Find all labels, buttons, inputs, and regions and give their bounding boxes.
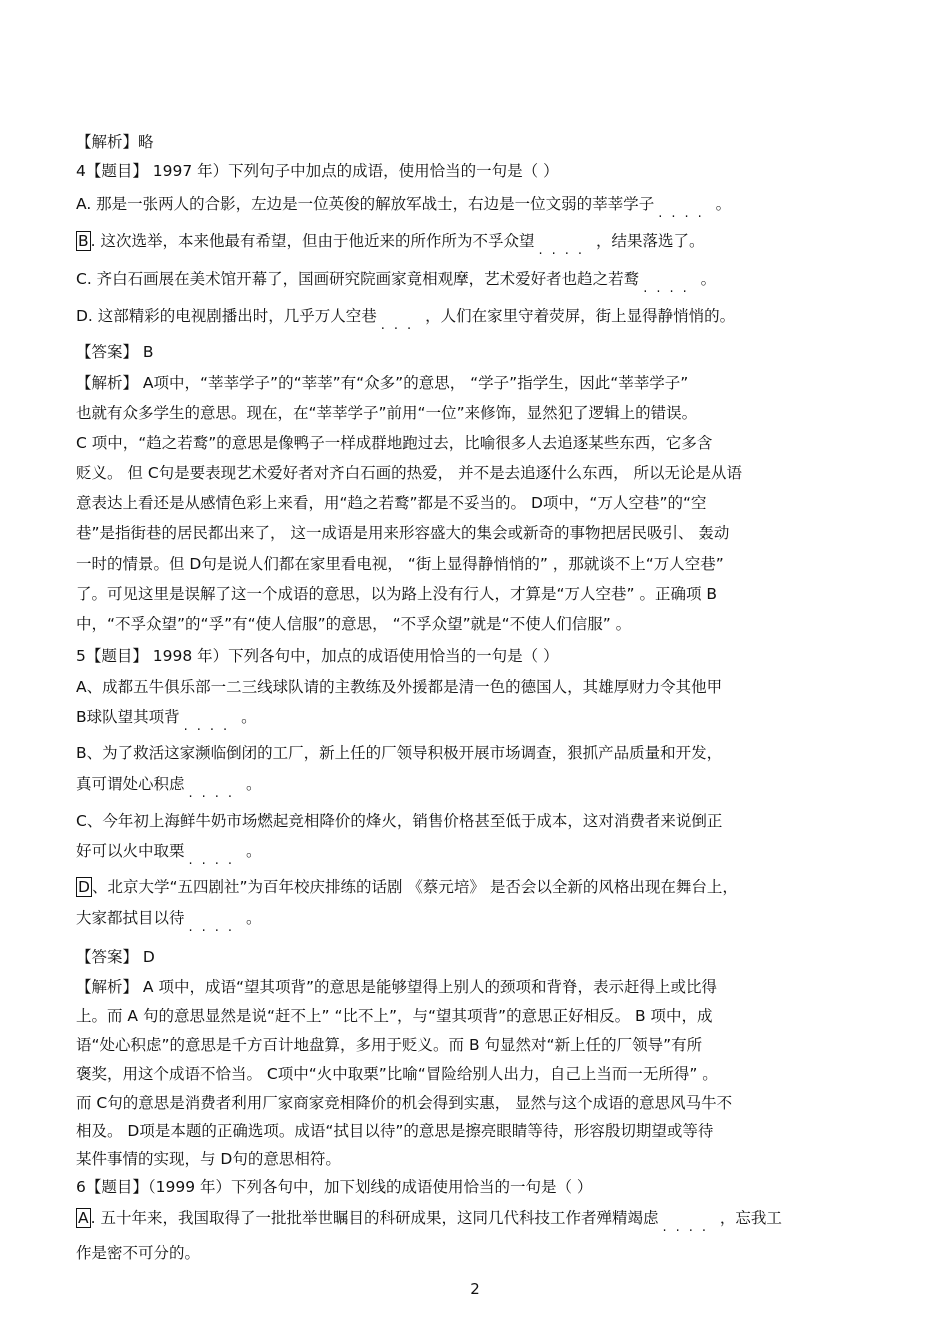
line-tail: 。	[710, 195, 732, 213]
text-line	[76, 742, 722, 764]
line-text: 作是密不可分的。	[76, 1244, 201, 1262]
line-text: 某件事情的实现，与 D句的意思相符。	[76, 1150, 341, 1168]
text-line	[76, 645, 559, 667]
line-tail: 。	[236, 708, 257, 726]
text-line	[76, 946, 155, 968]
text-line	[76, 976, 717, 998]
line-text: 而 C句的意思是消费者利用厂家商家竞相降价的机会得到实惠， 显然与这个成语的意思风马牛不	[76, 1094, 733, 1112]
text-line	[76, 492, 707, 514]
text-line	[76, 432, 712, 454]
line-text: 6【题目】（1999 年）下列各句中，加下划线的成语使用恰当的一句是（ ）	[76, 1178, 593, 1196]
text-line	[76, 131, 154, 153]
emphasis-dots: ....	[188, 786, 242, 801]
line-text: 也就有众多学生的意思。现在，在“莘莘学子”前用“一位”来修饰，显然犯了逻辑上的错误。	[76, 404, 698, 422]
line-text: 上。而 A 句的意思显然是说“赶不上” “比不上”，与“望其项背”的意思正好相反。 B 项中，成	[76, 1007, 713, 1025]
emphasis-dots: ....	[658, 206, 711, 221]
text-line	[76, 462, 742, 484]
line-text: A. 那是一张两人的合影，左边是一位英俊的解放军战士，右边是一位文弱的莘莘学子	[76, 195, 655, 213]
text-line	[76, 1242, 200, 1264]
line-text: 【解析】 A 项中，成语“望其项背”的意思是能够望得上别人的颈项和背脊，表示赶得上或比得	[76, 978, 718, 996]
option-marker-box: B	[78, 232, 89, 250]
text-line	[76, 193, 732, 221]
line-text: 中，“不孚众望”的“孚”有“使人信服”的意思， “不孚众望”就是“不使人们信服” 。	[76, 615, 632, 633]
emphasis-dots: ...	[380, 318, 421, 333]
text-line	[76, 522, 729, 544]
line-text: 语“处心积虑”的意思是千方百计地盘算，多用于贬义。而 B 句显然对“新上任的厂领导”有所	[76, 1036, 703, 1054]
text-line	[76, 1120, 713, 1142]
text-line	[76, 160, 559, 182]
line-tail: 。	[241, 909, 262, 927]
line-tail: 。	[241, 775, 262, 793]
page-number: 2	[470, 1280, 480, 1298]
line-text: 【答案】 D	[76, 948, 155, 966]
line-text: C. 齐白石画展在美术馆开幕了，国画研究院画家竟相观摩，艺术爱好者也趋之若鹜	[76, 270, 640, 288]
text-line	[76, 402, 697, 424]
text-line	[76, 583, 717, 605]
text-line	[76, 1005, 713, 1027]
line-text: 相及。 D项是本题的正确选项。成语“拭目以待”的意思是擦亮眼睛等待，形容殷切期望或等待	[76, 1122, 714, 1140]
emphasis-dots: ....	[538, 243, 592, 258]
emphasis-dots: ....	[183, 719, 237, 734]
line-tail: 。	[695, 270, 717, 288]
line-text: B球队望其项背	[76, 708, 180, 726]
line-text: 4【题目】 1997 年）下列句子中加点的成语，使用恰当的一句是（ ）	[76, 162, 559, 180]
text-line	[76, 706, 257, 734]
text-line	[76, 1034, 702, 1056]
line-text: 【解析】略	[76, 133, 154, 151]
text-line	[76, 268, 717, 296]
emphasis-dots: ....	[188, 920, 242, 935]
line-tail: ，人们在家里守着荧屏，街上显得静悄悄的。	[420, 307, 736, 325]
line-text: . 这次选举，本来他最有希望，但由于他近来的所作所为不孚众望	[90, 232, 535, 250]
line-tail: ，忘我工	[715, 1209, 782, 1227]
line-text: 【解析】 A项中，“莘莘学子”的“莘莘”有“众多”的意思， “学子”指学生，因此“莘莘学子”	[76, 374, 689, 392]
text-line	[76, 341, 154, 363]
line-text: A、成都五牛俱乐部一二三线球队请的主教练及外援都是清一色的德国人，其雄厚财力令其他甲	[76, 678, 723, 696]
line-text: . 五十年来，我国取得了一批批举世瞩目的科研成果，这同几代科技工作者殚精竭虑	[90, 1209, 659, 1227]
line-tail: 。	[241, 842, 262, 860]
line-text: C、今年初上海鲜牛奶市场燃起竞相降价的烽火，销售价格甚至低于成本，这对消费者来说倒正	[76, 812, 723, 830]
line-text: 贬义。 但 C句是要表现艺术爱好者对齐白石画的热爱， 并不是去追逐什么东西， 所以无论是从语	[76, 464, 743, 482]
text-line	[76, 613, 631, 635]
line-text: 5【题目】 1998 年）下列各句中，加点的成语使用恰当的一句是（ ）	[76, 647, 559, 665]
option-marker-box: A	[78, 1209, 89, 1227]
text-line	[76, 1063, 718, 1085]
line-text: 了。可见这里是误解了这一个成语的意思，以为路上没有行人，才算是“万人空巷” 。正确项 B	[76, 585, 718, 603]
line-text: 真可谓处心积虑	[76, 775, 185, 793]
text-line	[76, 840, 262, 868]
line-tail: ，结果落选了。	[591, 232, 705, 250]
line-text: D. 这部精彩的电视剧播出时，几乎万人空巷	[76, 307, 377, 325]
emphasis-dots: ....	[643, 281, 696, 296]
text-line	[76, 773, 262, 801]
text-line	[76, 1207, 782, 1235]
line-text: C 项中，“趋之若鹜”的意思是像鸭子一样成群地跑过去，比喻很多人去追逐某些东西，它多含	[76, 434, 713, 452]
text-line	[76, 305, 736, 333]
emphasis-dots: ....	[188, 853, 242, 868]
option-marker-box: D	[78, 878, 90, 896]
line-text: 、北京大学“五四剧社”为百年校庆排练的话剧 《蔡元培》 是否会以全新的风格出现在舞台上，	[91, 878, 738, 896]
line-text: 大家都拭目以待	[76, 909, 185, 927]
line-text: B、为了救活这家濒临倒闭的工厂，新上任的厂领导积极开展市场调查，狠抓产品质量和开发，	[76, 744, 723, 762]
text-line	[76, 1148, 341, 1170]
text-line	[76, 876, 738, 898]
line-text: 好可以火中取栗	[76, 842, 185, 860]
text-line	[76, 1176, 592, 1198]
line-text: 【答案】 B	[76, 343, 154, 361]
line-text: 巷”是指街巷的居民都出来了， 这一成语是用来形容盛大的集会或新奇的事物把居民吸引、 轰动	[76, 524, 730, 542]
emphasis-dots: ....	[662, 1220, 715, 1235]
text-line	[76, 907, 262, 935]
line-text: 褒奖，用这个成语不恰当。 C项中“火中取栗”比喻“冒险给别人出力，自己上当而一无所得” 。	[76, 1065, 718, 1083]
text-line	[76, 372, 688, 394]
text-line	[76, 1092, 732, 1114]
line-text: 一时的情景。但 D句是说人们都在家里看电视， “街上显得静悄悄的” ，那就谈不上“万人空巷”	[76, 555, 724, 573]
text-line	[76, 676, 722, 698]
text-line	[76, 810, 722, 832]
line-text: 意表达上看还是从感情色彩上来看，用“趋之若鹜”都是不妥当的。 D项中，“万人空巷”的“空	[76, 494, 707, 512]
text-line	[76, 230, 705, 258]
text-line	[76, 553, 724, 575]
